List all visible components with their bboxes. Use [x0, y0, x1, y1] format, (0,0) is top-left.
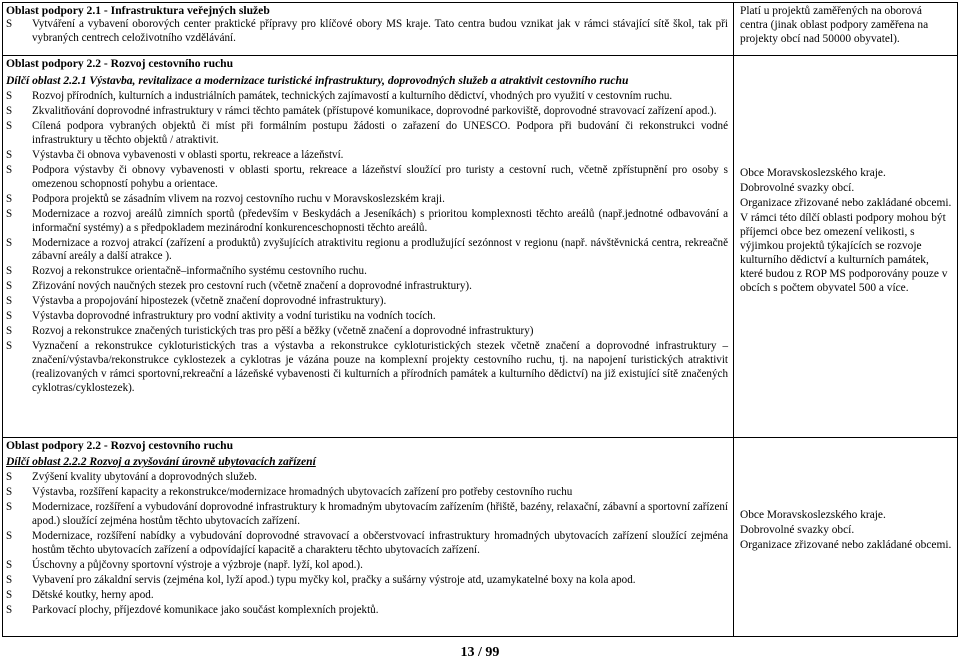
list-item-text: Modernizace a rozvoj areálů zimních sportů (především v Beskydách a Jeseníkách) s prioritou komplexnosti těchto areálů (např.jednotné odbavování a informační systémy) a s předpokladem mezinárodní konkurenceschopnosti těchto areálů.: [32, 207, 728, 234]
block1-left: [6, 4, 728, 47]
list-item: [6, 105, 728, 119]
bullet-marker: S: [6, 192, 13, 205]
list-item-text: Rozvoj a rekonstrukce značených turistických tras pro pěší a běžky (včetně značení a doprovodné infrastruktury): [32, 325, 534, 338]
list-item: [6, 486, 728, 500]
eligibility-paragraph: Obce Moravskoslezského kraje.: [740, 167, 886, 179]
list-item-text: Rozvoj a rekonstrukce orientačně–informačního systému cestovního ruchu.: [32, 265, 367, 278]
block1-item-list: [6, 18, 728, 46]
bullet-marker: S: [6, 310, 13, 323]
list-item: [6, 295, 728, 309]
list-item: [6, 193, 728, 207]
block3-right: [740, 508, 952, 553]
bullet-marker: S: [6, 236, 13, 249]
block2-right-paragraphs: [740, 166, 952, 295]
block3-left: [6, 439, 728, 619]
block3-right-paragraphs: [740, 508, 952, 552]
bullet-marker: S: [6, 558, 13, 571]
block3-subheading: Dílčí oblast 2.2.2 Rozvoj a zvyšování úrovně ubytovacích zařízení: [6, 455, 316, 469]
row-divider-2: [3, 437, 957, 438]
eligibility-paragraph: Dobrovolné svazky obcí.: [740, 524, 855, 536]
list-item: [6, 149, 728, 163]
bullet-marker: S: [6, 325, 13, 338]
list-item: [6, 589, 728, 603]
bullet-marker: S: [6, 470, 13, 483]
bullet-marker: S: [6, 588, 13, 601]
bullet-marker: S: [6, 265, 13, 278]
list-item-text: Cílená podpora vybraných objektů či míst při formálním postupu žádosti o zařazení do UNESCO. Podpora při budování či rekonstrukci vodné infrastruktury u těchto objektů / atraktivit.: [32, 119, 728, 146]
list-item: [6, 164, 728, 192]
list-item: [6, 530, 728, 558]
bullet-marker: S: [6, 119, 13, 132]
bullet-marker: S: [6, 603, 13, 616]
list-item: [6, 559, 728, 573]
block1-right-text: Platí u projektů zaměřených na oborová centra (jinak oblast podpory zaměřena na projekty obcí nad 50000 obyvatel).: [740, 5, 929, 45]
list-item-text: Rozvoj přírodních, kulturních a industriálních památek, technických zajímavostí a kulturního dědictví, vhodných pro využití v cestovním ruchu.: [32, 89, 673, 102]
eligibility-paragraph: Dobrovolné svazky obcí.: [740, 182, 855, 194]
bullet-marker: S: [6, 500, 13, 513]
list-item: [6, 501, 728, 529]
list-item-text: Dětské koutky, herny apod.: [32, 588, 154, 601]
bullet-marker: S: [6, 207, 13, 220]
list-item-text: Výstavba či obnova vybavenosti v oblasti sportu, rekreace a lázeňství.: [32, 148, 344, 161]
block1-heading: Oblast podpory 2.1 - Infrastruktura veřejných služeb: [6, 4, 270, 17]
eligibility-paragraph: Obce Moravskoslezského kraje.: [740, 509, 886, 521]
bullet-marker: S: [6, 18, 13, 31]
bullet-marker: S: [6, 340, 13, 353]
list-item-text: Parkovací plochy, příjezdové komunikace jako součást komplexních projektů.: [32, 603, 379, 616]
list-item-text: Zkvalitňování doprovodné infrastruktury v rámci těchto památek (přístupové komunikace, doprovodné parkoviště, doprovodné stravovací zařízení apod.).: [32, 104, 717, 117]
page-number: 13 / 99: [460, 645, 500, 660]
list-item-text: Podpora výstavby či obnovy vybavenosti v oblasti sportu, rekreace a lázeňství sloužící pro turisty a cestovní ruch, včetně zpřístupnění pro osoby s omezenou schopností pohybu a orientace.: [32, 163, 728, 190]
list-item-text: Zvýšení kvality ubytování a doprovodných služeb.: [32, 470, 257, 483]
list-item: [6, 237, 728, 265]
list-item: [6, 325, 728, 339]
row-divider-1: [3, 55, 957, 56]
list-item-text: Vyznačení a rekonstrukce cykloturistických tras a výstavba a rekonstrukce cykloturistických stezek včetně značení a doprovodné infrastruktury – značení/výstavba/rekonstrukce cyklostezek a cyklotras je vázána pouze na komplexní projekty cestovního ruchu, tj. na napojení turistických atraktivit (realizovaných v rámci sportovní,rekreační a lázeňské vybavenosti či kulturních a přírodních památek a kulturního dědictví) na již existující sítě značených cyklotras/cyklostezek).: [32, 340, 728, 395]
bullet-marker: S: [6, 573, 13, 586]
block2-heading: Oblast podpory 2.2 - Rozvoj cestovního ruchu: [6, 57, 234, 70]
block2-item-list: [6, 90, 728, 396]
bullet-marker: S: [6, 163, 13, 176]
list-item-text: Výstavba a propojování hipostezek (včetně značení doprovodné infrastruktury).: [32, 295, 387, 308]
list-item: [6, 265, 728, 279]
column-divider: [733, 3, 734, 636]
block2-left: [6, 57, 728, 397]
eligibility-paragraph: Organizace zřizované nebo zakládané obcemi.: [740, 197, 952, 209]
block3-heading: Oblast podpory 2.2 - Rozvoj cestovního ruchu: [6, 439, 234, 452]
eligibility-paragraph: V rámci této dílčí oblasti podpory mohou být příjemci obce bez omezení velikosti, s výjimkou projektů týkajících se rozvoje kulturního dědictví a kulturních památek, které budou z ROP MS podporovány pouze v obcích s počtem obyvatel 500 a více.: [740, 212, 948, 294]
list-item: [6, 120, 728, 148]
list-item: [6, 604, 728, 618]
list-item: [6, 280, 728, 294]
list-item-text: Modernizace, rozšíření a vybudování doprovodné infrastruktury k hromadným ubytovacím zařízením (hřiště, bazény, relaxační, zábavní a sportovní zařízení apod.) sloužící zejména hostům těchto ubytovacích zařízení.: [32, 500, 728, 527]
list-item: [6, 90, 728, 104]
list-item-text: Úschovny a půjčovny sportovní výstroje a výzbroje (např. lyží, kol apod.).: [32, 558, 363, 571]
list-item: [6, 471, 728, 485]
list-item-text: Vybavení pro zákaldní servis (zejména kol, lyží apod.) typu myčky kol, pračky a sušárny výstroje atd, uzamykatelné boxy na kola apod.: [32, 573, 636, 586]
list-item-text: Vytváření a vybavení oborových center praktické přípravy pro klíčové obory MS kraje. Tato centra budou vznikat jak v rámci stávající sítě škol, tak při vybraných centrech celoživotního vzdělávání.: [32, 18, 728, 45]
bullet-marker: S: [6, 280, 13, 293]
list-item: [6, 574, 728, 588]
bullet-marker: S: [6, 104, 13, 117]
list-item: [6, 208, 728, 236]
list-item-text: Modernizace, rozšíření nabídky a vybudování doprovodné stravovací a občerstvovací infrastruktury hromadných ubytovacích zařízení sloužící zejména hostům těchto ubytovacích zařízení a odpovídající kapacitě a charakteru těchto ubytovacích zařízení.: [32, 529, 728, 556]
block2-right: [740, 166, 952, 296]
block1-right: [740, 4, 952, 46]
list-item: [6, 340, 728, 396]
list-item-text: Modernizace a rozvoj atrakcí (zařízení a produktů) zvyšujících atraktivitu regionu a prodlužující sezónnost v regionu (např. návštěvnická centra, rekreačně zábavní areály a další atrakce ).: [32, 236, 728, 263]
bullet-marker: S: [6, 529, 13, 542]
list-item-text: Zřizování nových naučných stezek pro cestovní ruch (včetně značení a doprovodné infrastruktury).: [32, 280, 472, 293]
bullet-marker: S: [6, 89, 13, 102]
bullet-marker: S: [6, 148, 13, 161]
list-item-text: Výstavba doprovodné infrastruktury pro vodní aktivity a vodní turistiku na vodních tocích.: [32, 310, 436, 323]
list-item: [6, 310, 728, 324]
list-item-text: Podpora projektů se zásadním vlivem na rozvoj cestovního ruchu v Moravskoslezském kraji.: [32, 192, 445, 205]
block3-item-list: [6, 471, 728, 618]
bullet-marker: S: [6, 295, 13, 308]
bullet-marker: S: [6, 485, 13, 498]
list-item: [6, 18, 728, 46]
list-item-text: Výstavba, rozšíření kapacity a rekonstrukce/modernizace hromadných ubytovacích zařízení pro potřeby cestovního ruchu: [32, 485, 573, 498]
eligibility-paragraph: Organizace zřizované nebo zakládané obcemi.: [740, 539, 952, 551]
block2-subheading: Dílčí oblast 2.2.1 Výstavba, revitalizace a modernizace turistické infrastruktury, doprovodných služeb a atraktivit cestovního ruchu: [6, 74, 629, 88]
